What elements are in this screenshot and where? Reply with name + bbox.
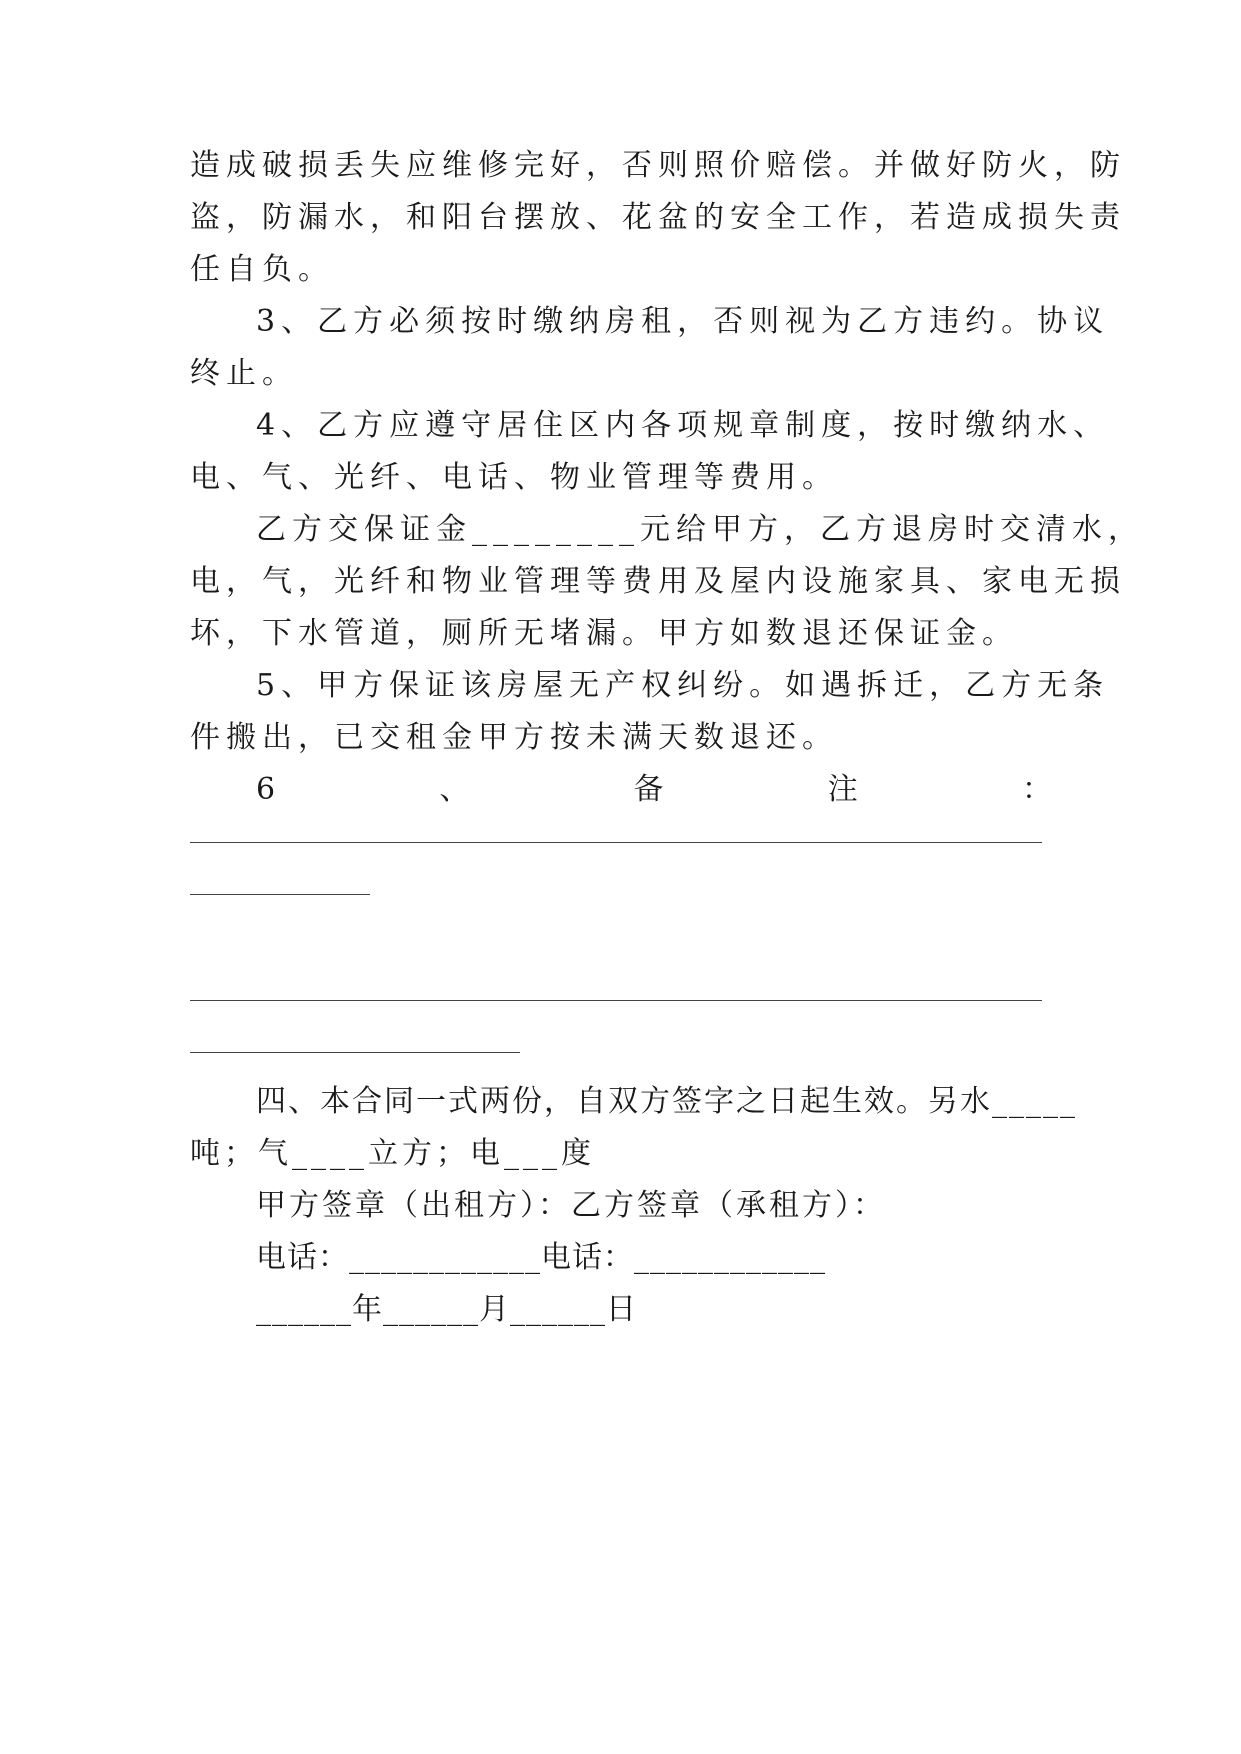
clause-4-line: 电、气、光纤、电话、物业管理等费用。 <box>190 460 838 495</box>
remarks-blank-line <box>190 1000 1042 1001</box>
clause-5-line: 5、甲方保证该房屋无产权纠纷。如遇拆迁，乙方无条 <box>256 668 1110 703</box>
remarks-heading-part: 6 <box>256 772 276 807</box>
clause-3-line: 3、乙方必须按时缴纳房租，否则视为乙方违约。协议 <box>256 304 1110 339</box>
signature-line: 甲方签章（出租方）：乙方签章（承租方）： <box>256 1188 886 1223</box>
date-line: ______年______月______日 <box>256 1292 637 1327</box>
remarks-blank-line <box>190 894 370 895</box>
remarks-blank-line <box>190 1052 520 1053</box>
remarks-heading-part: 、 <box>439 772 470 807</box>
deposit-line: 乙方交保证金________元给甲方，乙方退房时交清水， <box>256 512 1144 547</box>
clause-3-line: 终止。 <box>190 356 298 391</box>
clause-5-line: 件搬出，已交租金甲方按未满天数退还。 <box>190 720 838 755</box>
remarks-heading-part: 备 <box>633 772 664 807</box>
paragraph-line: 造成破损丢失应维修完好，否则照价赔偿。并做好防火，防 <box>190 148 1126 183</box>
clause-4-line: 4、乙方应遵守居住区内各项规章制度，按时缴纳水、 <box>256 408 1110 443</box>
paragraph-line: 盗，防漏水，和阳台摆放、花盆的安全工作，若造成损失责 <box>190 200 1126 235</box>
remarks-blank-line <box>190 842 1042 843</box>
deposit-line: 坏，下水管道，厕所无堵漏。甲方如数退还保证金。 <box>190 616 1018 651</box>
remarks-heading <box>256 770 1052 810</box>
clause-four-line: 吨；气____立方；电___度 <box>190 1136 595 1171</box>
remarks-heading-part: ： <box>1021 772 1052 807</box>
phone-line: 电话：____________电话：____________ <box>256 1240 826 1275</box>
remarks-heading-part: 注 <box>827 772 858 807</box>
paragraph-line: 任自负。 <box>190 252 334 287</box>
clause-four-line: 四、本合同一式两份，自双方签字之日起生效。另水_____ <box>256 1084 1077 1119</box>
deposit-line: 电，气，光纤和物业管理等费用及屋内设施家具、家电无损 <box>190 564 1126 599</box>
